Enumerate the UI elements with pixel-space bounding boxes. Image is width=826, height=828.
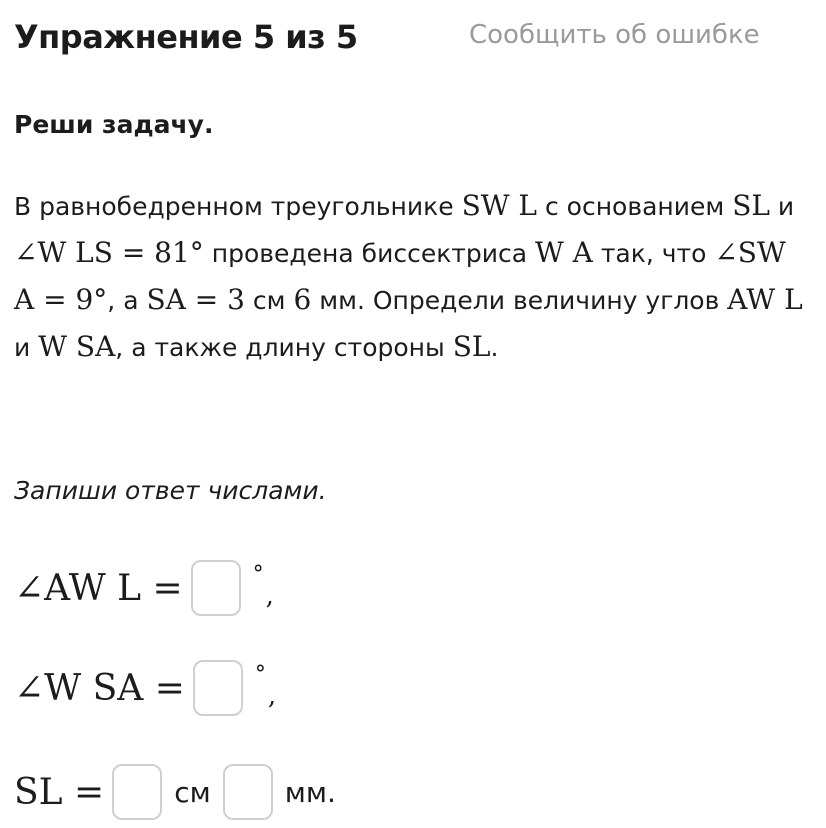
report-error-link[interactable]: Сообщить об ошибке <box>469 20 760 50</box>
problem-text: мм. Определи величину углов <box>311 286 728 315</box>
degree-sign: ° <box>252 561 264 587</box>
problem-text: , а также длину стороны <box>115 333 453 362</box>
answer-label-sl: SL = <box>14 771 105 813</box>
problem-text: проведена биссектриса <box>203 239 535 268</box>
unit-mm: мм. <box>284 775 336 809</box>
segment-sa: SA = 3 <box>146 283 245 316</box>
instruction: Запиши ответ числами. <box>14 476 327 505</box>
task-heading: Реши задачу. <box>14 110 214 139</box>
angle-wsa-name: W SA <box>38 330 116 363</box>
answer-label-awl: ∠AW L = <box>14 567 183 609</box>
problem-text: , а <box>107 286 147 315</box>
mm-value: 6 <box>293 283 312 316</box>
problem-text: и <box>14 333 39 362</box>
side-sl-mm-input[interactable] <box>223 764 273 820</box>
problem-text: см <box>244 286 294 315</box>
answer-row-awl <box>14 560 274 616</box>
side-sl-cm-input[interactable] <box>112 764 162 820</box>
problem-text: так, что <box>592 239 715 268</box>
angle-swa: ∠SW A = 9° <box>14 236 786 316</box>
angle-awl-input[interactable] <box>191 560 241 616</box>
bisector-name: W A <box>535 236 593 269</box>
comma: , <box>267 681 277 711</box>
base-name: SL <box>732 189 770 222</box>
page-title: Упражнение 5 из 5 <box>14 18 358 56</box>
problem-text: с основанием <box>537 192 733 221</box>
header <box>14 18 814 68</box>
answer-row-sl <box>14 764 340 820</box>
degree-sign: ° <box>254 661 266 687</box>
answer-label-wsa: ∠W SA = <box>14 667 185 709</box>
problem-text: и <box>769 192 795 221</box>
triangle-name: SW L <box>461 189 538 222</box>
side-sl-name: SL <box>452 330 491 363</box>
comma: , <box>265 581 274 611</box>
problem-text: . <box>490 333 499 362</box>
problem-text: В равнобедренном треугольнике <box>14 192 462 221</box>
angle-awl-name: AW L <box>727 283 803 316</box>
answer-row-wsa <box>14 660 276 716</box>
problem-statement <box>14 183 804 371</box>
unit-cm: см <box>174 775 211 809</box>
angle-wsa-input[interactable] <box>193 660 243 716</box>
angle-wls: ∠W LS = 81° <box>14 236 204 269</box>
